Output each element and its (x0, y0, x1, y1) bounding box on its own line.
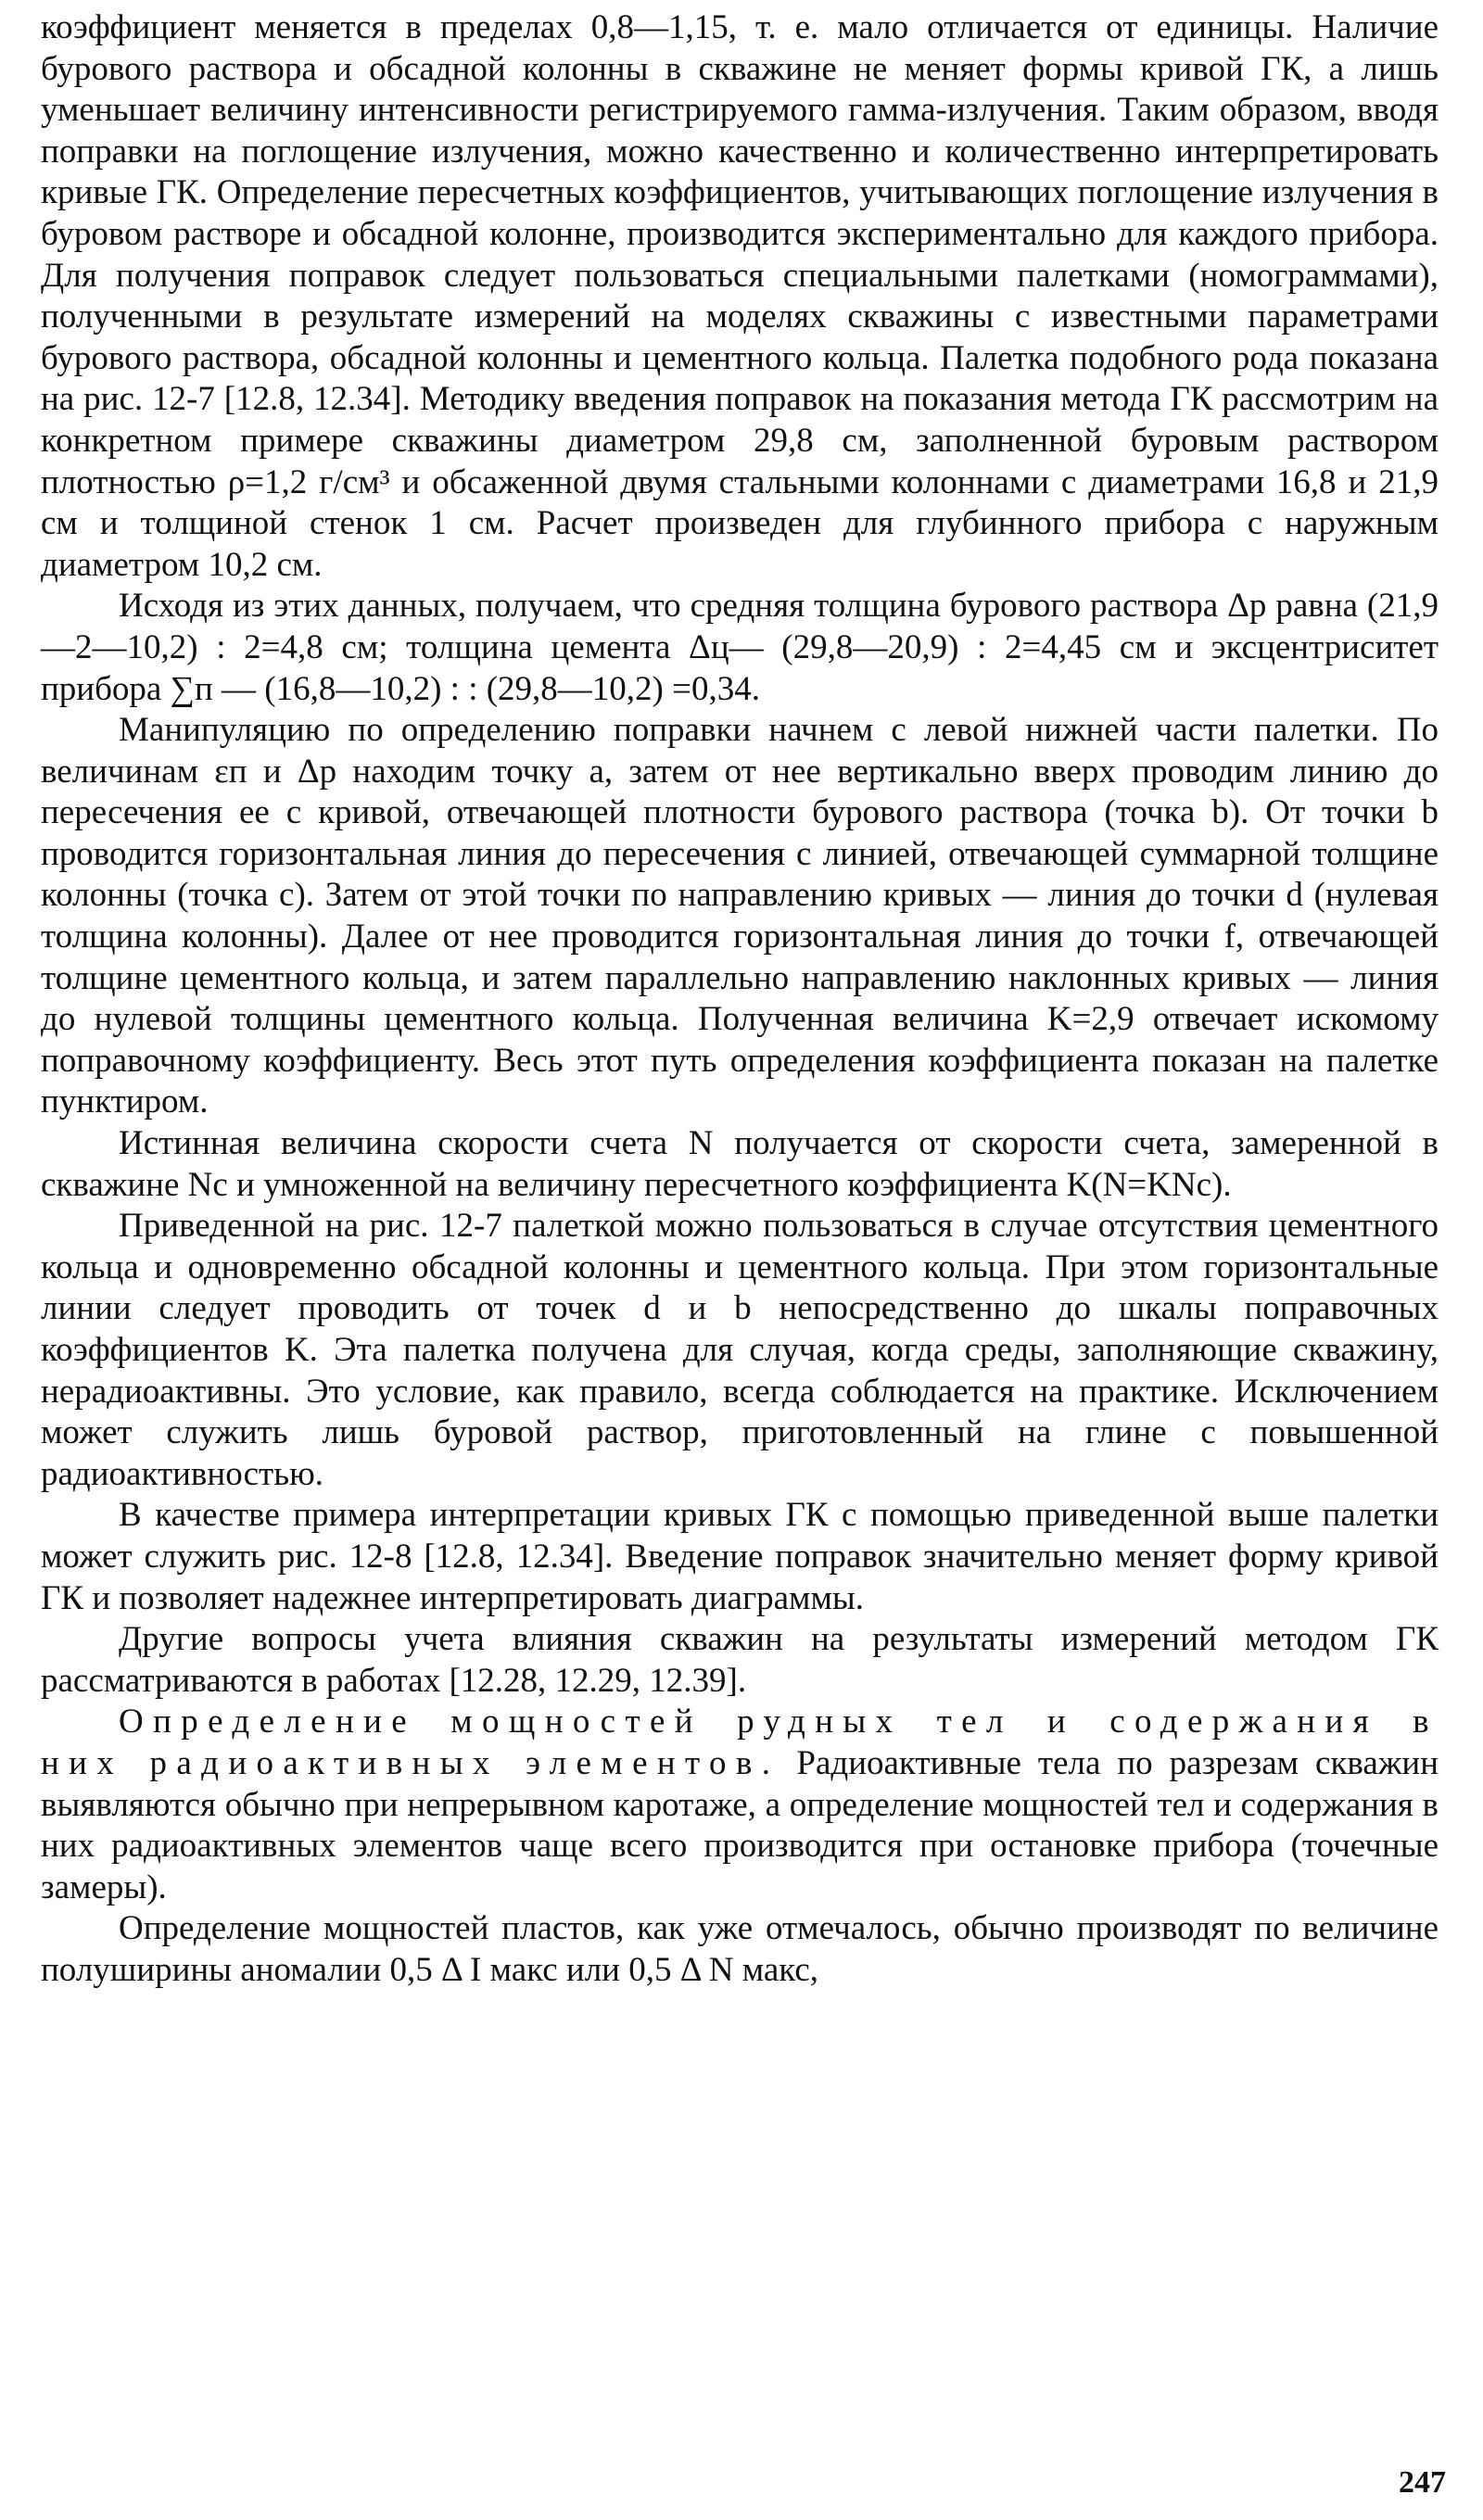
paragraph-text: В качестве примера интерпретации кривых ГК с помощью приведенной выше палетки может служить рис. 12-8 [12.8, 12.34]. Введение поправок значительно меняет форму кривой ГК и позволяет надежнее интерпретировать диаграммы. (41, 1496, 1439, 1617)
paragraph-text: Определение мощностей пластов, как уже отмечалось, обычно производят по величине полуширины аномалии 0,5 Δ I макс или 0,5 Δ N макс, (41, 1909, 1439, 1989)
paragraph-text: Радиоактивные тела по разрезам скважин выявляются обычно при непрерывном каротаже, а определение мощностей тел и содержания в них радиоактивных элементов чаще всего производится при остановке прибора (точечные замеры). (41, 1743, 1439, 1906)
paragraph (41, 1495, 1439, 1619)
paragraph (41, 1908, 1439, 1991)
paragraph-text: Исходя из этих данных, получаем, что средняя толщина бурового раствора Δр равна (21,9—2—10,2) : 2=4,8 см; толщина цемента Δц— (29,8—20,9) : 2=4,45 см и эксцентриситет прибора ∑п — (16,8—10,2) : : (29,8—10,2) =0,34. (41, 587, 1439, 708)
body-text (41, 7, 1439, 1992)
paragraph (41, 1619, 1439, 1702)
paragraph-text: Другие вопросы учета влияния скважин на результаты измерений методом ГК рассматриваются в работах [12.28, 12.29, 12.39]. (41, 1620, 1439, 1700)
paragraph (41, 1206, 1439, 1495)
paragraph-text: Истинная величина скорости счета N получается от скорости счета, замеренной в скважине Nс и умноженной на величину пересчетного коэффициента K(N=KNс). (41, 1124, 1439, 1204)
paragraph (41, 1702, 1439, 1908)
paragraph (41, 7, 1439, 586)
paragraph (41, 586, 1439, 710)
paragraph (41, 1123, 1439, 1206)
paragraph (41, 710, 1439, 1123)
page-number: 247 (1399, 2465, 1446, 2500)
paragraph-text: Приведенной на рис. 12-7 палеткой можно пользоваться в случае отсутствия цементного кольца и одновременно обсадной колонны и цементного кольца. При этом горизонтальные линии следует проводить от точек d и b непосредственно до шкалы поправочных коэффициентов K. Эта палетка получена для случая, когда среды, заполняющие скважину, нерадиоактивны. Это условие, как правило, всегда соблюдается на практике. Исключением может служить лишь буровой раствор, приготовленный на глине с повышенной радиоактивностью. (41, 1207, 1439, 1493)
paragraph-text: Манипуляцию по определению поправки начнем с левой нижней части палетки. По величинам εп и Δр находим точку a, затем от нее вертикально вверх проводим линию до пересечения ее с кривой, отвечающей плотности бурового раствора (точка b). От точки b проводится горизонтальная линия до пересечения с линией, отвечающей суммарной толщине колонны (точка c). Затем от этой точки по направлению кривых — линия до точки d (нулевая толщина колонны). Далее от нее проводится горизонтальная линия до точки f, отвечающей толщине цементного кольца, и затем параллельно направлению наклонных кривых — линия до нулевой толщины цементного кольца. Полученная величина K=2,9 отвечает искомому поправочному коэффициенту. Весь этот путь определения коэффициента показан на палетке пунктиром. (41, 711, 1439, 1121)
section-heading-text: Определение мощностей рудных тел и содержания в них радиоактивных элементов. (41, 1703, 1439, 1782)
paragraph-text: коэффициент меняется в пределах 0,8—1,15, т. е. мало отличается от единицы. Наличие бурового раствора и обсадной колонны в скважине не меняет формы кривой ГК, а лишь уменьшает величину интенсивности регистрируемого гамма-излучения. Таким образом, вводя поправки на поглощение излучения, можно качественно и количественно интерпретировать кривые ГК. Определение пересчетных коэффициентов, учитывающих поглощение излучения в буровом растворе и обсадной колонне, производится экспериментально для каждого прибора. Для получения поправок следует пользоваться специальными палетками (номограммами), полученными в результате измерений на моделях скважины с известными параметрами бурового раствора, обсадной колонны и цементного кольца. Палетка подобного рода показана на рис. 12-7 [12.8, 12.34]. Методику введения поправок на показания метода ГК рассмотрим на конкретном примере скважины диаметром 29,8 см, заполненной буровым раствором плотностью ρ=1,2 г/см³ и обсаженной двумя стальными колоннами с диаметрами 16,8 и 21,9 см и толщиной стенок 1 см. Расчет произведен для глубинного прибора с наружным диаметром 10,2 см. (41, 8, 1439, 584)
